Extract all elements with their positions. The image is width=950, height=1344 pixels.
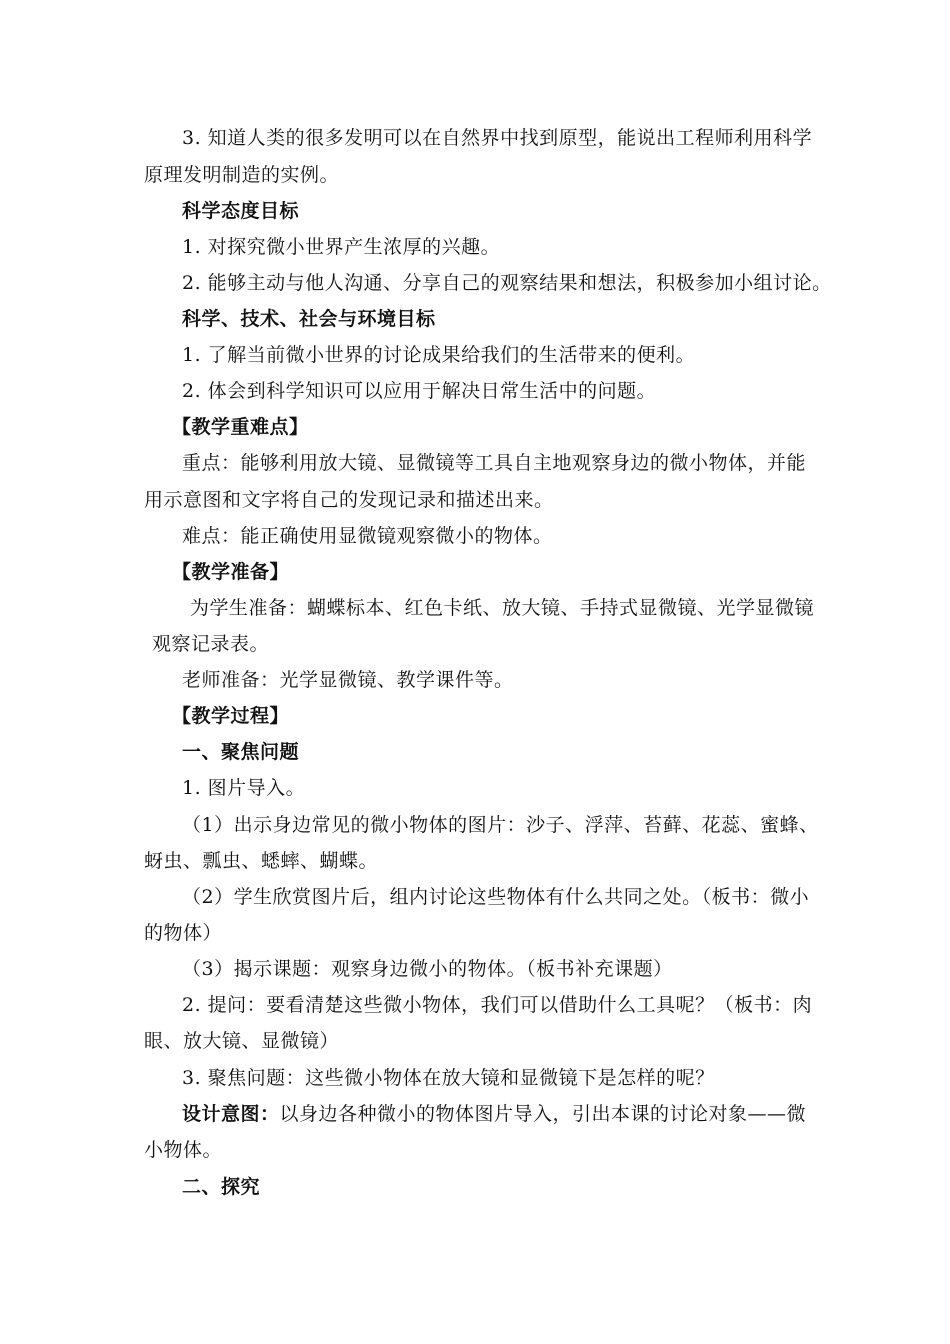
section-1-sub-1-line-1: （1）出示身边常见的微小物体的图片：沙子、浮萍、苔藓、花蕊、蜜蜂、: [182, 814, 819, 836]
attitude-item-1: 1. 对探究微小世界产生浓厚的兴趣。: [182, 236, 501, 258]
stse-item-2: 2. 体会到科学知识可以应用于解决日常生活中的问题。: [182, 380, 657, 402]
key-point-line-2: 用示意图和文字将自己的发现记录和描述出来。: [144, 489, 554, 511]
goal-3-line-1: 3. 知道人类的很多发明可以在自然界中找到原型，能说出工程师利用科学: [182, 127, 813, 149]
prep-heading: 【教学准备】: [172, 561, 290, 583]
goal-3-line-2: 原理发明制造的实例。: [144, 164, 340, 186]
stse-item-1: 1. 了解当前微小世界的讨论成果给我们的生活带来的便利。: [182, 344, 696, 366]
section-1-heading: 一、聚焦问题: [182, 741, 300, 763]
prep-teacher: 老师准备：光学显微镜、教学课件等。: [182, 669, 514, 691]
section-1-sub-2-line-1: （2）学生欣赏图片后，组内讨论这些物体有什么共同之处。（板书：微小: [182, 886, 810, 908]
process-heading: 【教学过程】: [172, 705, 290, 727]
attitude-heading: 科学态度目标: [182, 200, 300, 222]
design-intent-line-2: 小物体。: [144, 1139, 223, 1161]
section-1-item-3: 3. 聚焦问题：这些微小物体在放大镜和显微镜下是怎样的呢？: [182, 1067, 715, 1089]
key-point-line-1: 重点：能够利用放大镜、显微镜等工具自主地观察身边的微小物体，并能: [182, 452, 807, 474]
keypoints-heading: 【教学重难点】: [172, 416, 309, 438]
section-1-sub-1-line-2: 蚜虫、瓢虫、蟋蟀、蝴蝶。: [144, 850, 379, 872]
section-1-item-2-line-1: 2. 提问：要看清楚这些微小物体，我们可以借助什么工具呢？（板书：肉: [182, 994, 813, 1016]
design-intent-line-1: [182, 1101, 806, 1127]
difficulty-point: 难点：能正确使用显微镜观察微小的物体。: [182, 525, 553, 547]
stse-heading: 科学、技术、社会与环境目标: [182, 308, 436, 330]
section-1-sub-2-line-2: 的物体）: [144, 922, 223, 944]
prep-student-line-2: 观察记录表。: [152, 633, 270, 655]
design-intent-text-1: 以身边各种微小的物体图片导入，引出本课的讨论对象——微: [279, 1103, 807, 1125]
prep-student-line-1: 为学生准备：蝴蝶标本、红色卡纸、放大镜、手持式显微镜、光学显微镜: [190, 597, 815, 619]
section-2-heading: 二、探究: [182, 1176, 261, 1198]
section-1-item-1: 1. 图片导入。: [182, 777, 306, 799]
section-1-sub-3: （3）揭示课题：观察身边微小的物体。（板书补充课题）: [182, 958, 673, 980]
section-1-item-2-line-2: 眼、放大镜、显微镜）: [144, 1030, 340, 1052]
attitude-item-2: 2. 能够主动与他人沟通、分享自己的观察结果和想法，积极参加小组讨论。: [182, 272, 832, 294]
design-intent-label: 设计意图：: [182, 1103, 280, 1125]
